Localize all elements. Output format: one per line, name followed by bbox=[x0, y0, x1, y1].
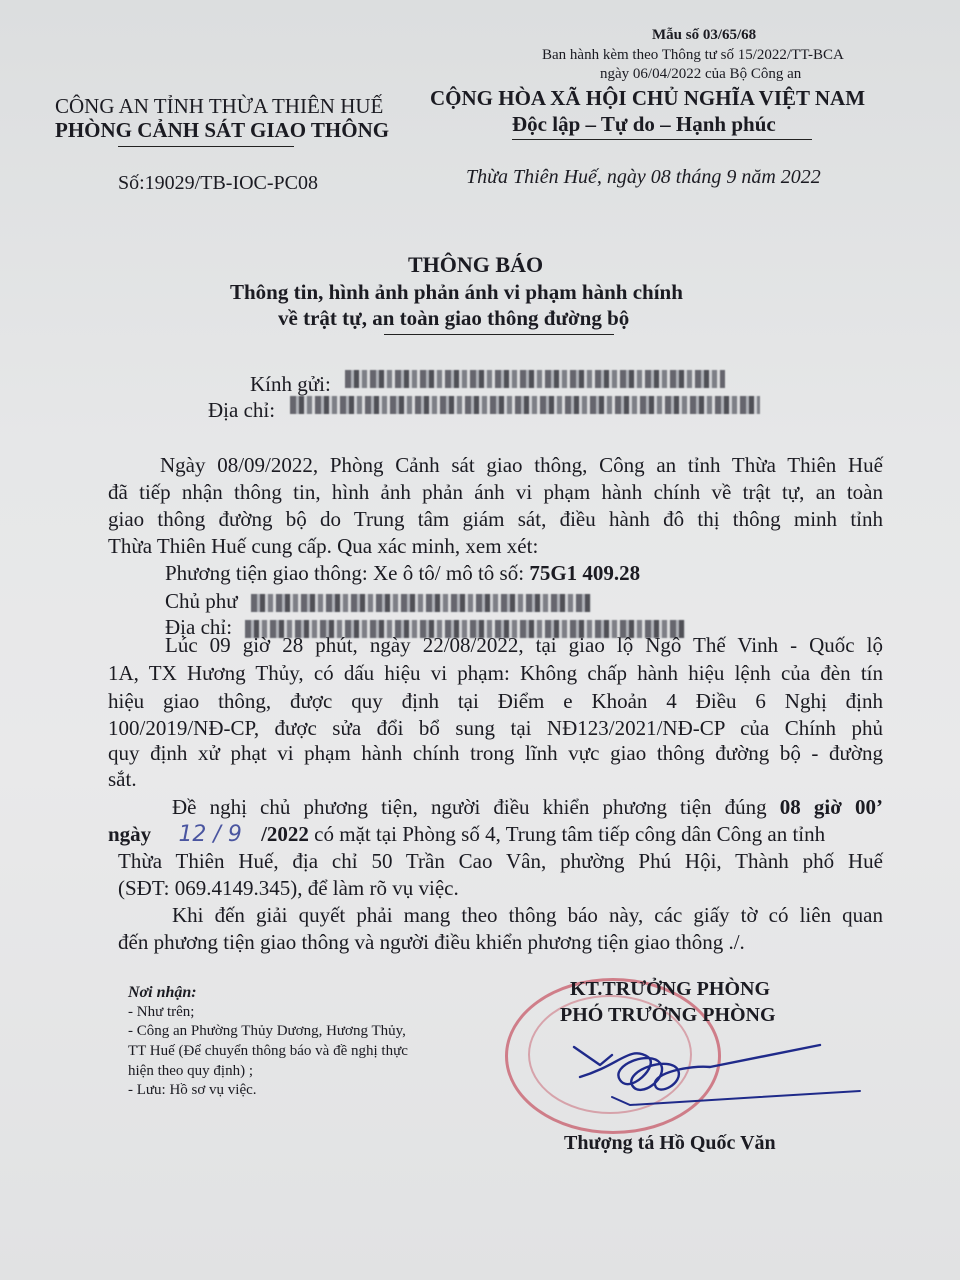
title-underline bbox=[384, 334, 614, 335]
request-line1 bbox=[172, 794, 883, 820]
recipients-title: Nơi nhận: bbox=[128, 984, 197, 1001]
violation-line4: 100/2019/NĐ-CP, được sửa đổi bổ sung tại NĐ123/2021/NĐ-CP của Chính phủ bbox=[108, 716, 883, 740]
owner-redacted bbox=[251, 594, 591, 612]
motto-underline bbox=[512, 139, 812, 140]
nation-title: CỘNG HÒA XÃ HỘI CHỦ NGHĨA VIỆT NAM bbox=[430, 86, 866, 110]
signer-name: Thượng tá Hồ Quốc Văn bbox=[564, 1132, 776, 1154]
violation-line1: Lúc 09 giờ 28 phút, ngày 22/08/2022, tại giao lộ Ngô Thế Vinh - Quốc lộ bbox=[165, 633, 883, 657]
vehicle-plate: 75G1 409.28 bbox=[529, 561, 641, 585]
request-line2 bbox=[108, 821, 878, 848]
violation-line5: quy định xử phạt vi phạm hành chính trong lĩnh vực giao thông đường bộ - đường bbox=[108, 741, 883, 765]
place-date: Thừa Thiên Huế, ngày 08 tháng 9 năm 2022 bbox=[466, 166, 821, 188]
form-number: Mẫu số 03/65/68 bbox=[652, 27, 757, 43]
closing-line2: đến phương tiện giao thông và người điều khiển phương tiện giao thông ./. bbox=[118, 930, 745, 954]
recipients-item-2b: TT Huế (Để chuyển thông báo và đề nghị thực bbox=[128, 1043, 408, 1059]
form-issued-line2: ngày 06/04/2022 của Bộ Công an bbox=[600, 66, 802, 82]
agency-underline bbox=[118, 146, 294, 147]
recipient-redacted bbox=[345, 370, 725, 388]
agency-name: CÔNG AN TỈNH THỪA THIÊN HUẾ bbox=[55, 94, 384, 118]
request-line4: (SĐT: 069.4149.345), để làm rõ vụ việc. bbox=[118, 876, 459, 900]
document-subtitle-1: Thông tin, hình ảnh phản ánh vi phạm hành chính bbox=[230, 280, 683, 304]
document-title: THÔNG BÁO bbox=[408, 252, 544, 277]
body-p1-line3: giao thông đường bộ do Trung tâm giám sát, điều hành đô thị thông minh tỉnh bbox=[108, 507, 883, 531]
owner-line bbox=[165, 588, 935, 614]
recipients-item-2a: - Công an Phường Thủy Dương, Hương Thủy, bbox=[128, 1023, 406, 1039]
document-number: Số:19029/TB-IOC-PC08 bbox=[118, 172, 319, 194]
request-day-label: ngày bbox=[108, 822, 152, 846]
violation-line6: sắt. bbox=[108, 767, 137, 791]
signature-title-2: PHÓ TRƯỞNG PHÒNG bbox=[560, 1004, 776, 1026]
request-line3: Thừa Thiên Huế, địa chỉ 50 Trần Cao Vân, phường Phú Hội, Thành phố Huế bbox=[118, 849, 883, 873]
handwritten-date: 12 / 9 bbox=[178, 822, 242, 847]
form-issued-line1: Ban hành kèm theo Thông tư số 15/2022/TT-BCA bbox=[542, 47, 844, 63]
document-subtitle-2: về trật tự, an toàn giao thông đường bộ bbox=[278, 306, 630, 330]
vehicle-line bbox=[165, 560, 935, 586]
request-year: /2022 bbox=[261, 822, 309, 846]
vehicle-label: Phương tiện giao thông: Xe ô tô/ mô tô số: bbox=[165, 561, 525, 585]
body-p1-line1: Ngày 08/09/2022, Phòng Cảnh sát giao thông, Công an tỉnh Thừa Thiên Huế bbox=[160, 453, 883, 477]
recipients-item-2c: hiện theo quy định) ; bbox=[128, 1063, 253, 1079]
address-label: Địa chỉ: bbox=[208, 398, 276, 422]
owner-label: Chủ phư bbox=[165, 589, 238, 613]
handwritten-signature bbox=[560, 1025, 880, 1135]
signature-title-1: KT.TRƯỞNG PHÒNG bbox=[570, 978, 770, 1000]
request-text: Đề nghị chủ phương tiện, người điều khiển phương tiện đúng bbox=[172, 795, 767, 819]
violation-line3: hiệu giao thông, được quy định tại Điểm e Khoản 4 Điều 6 Nghị định bbox=[108, 689, 883, 713]
recipients-item-3: - Lưu: Hồ sơ vụ việc. bbox=[128, 1082, 257, 1098]
department-name: PHÒNG CẢNH SÁT GIAO THÔNG bbox=[55, 118, 390, 142]
body-p1-line2: đã tiếp nhận thông tin, hình ảnh phản ánh vi phạm hành chính về trật tự, an toàn bbox=[108, 480, 883, 504]
recipient-label: Kính gửi: bbox=[250, 372, 331, 396]
address-redacted bbox=[290, 396, 760, 414]
owner-address-label: Địa chỉ: bbox=[165, 615, 233, 639]
closing-line1: Khi đến giải quyết phải mang theo thông báo này, các giấy tờ có liên quan bbox=[172, 903, 883, 927]
violation-line2: 1A, TX Hương Thủy, có dấu hiệu vi phạm: Không chấp hành hiệu lệnh của đèn tín bbox=[108, 661, 883, 685]
recipients-item-1: - Như trên; bbox=[128, 1004, 195, 1020]
body-p1-line4: Thừa Thiên Huế cung cấp. Qua xác minh, xem xét: bbox=[108, 534, 539, 558]
request-location: có mặt tại Phòng số 4, Trung tâm tiếp công dân Công an tỉnh bbox=[314, 822, 826, 846]
request-time: 08 giờ 00’ bbox=[779, 795, 883, 819]
nation-motto: Độc lập – Tự do – Hạnh phúc bbox=[512, 112, 776, 136]
